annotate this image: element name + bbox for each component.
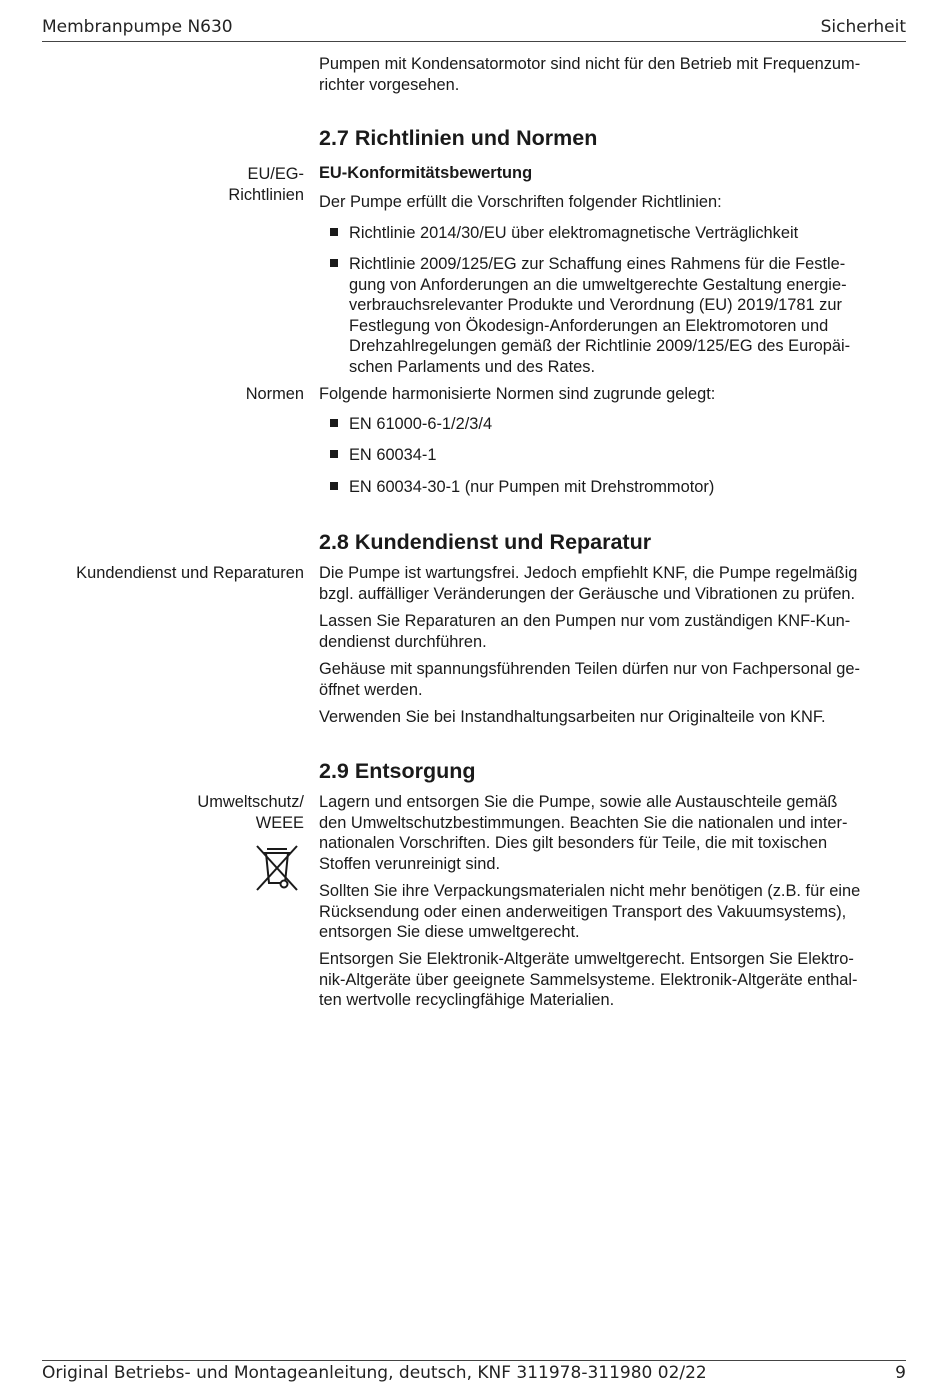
paragraph [319, 792, 909, 874]
text-line: öffnet werden. [319, 680, 423, 699]
text-line: entsorgen Sie diese umweltgerecht. [319, 923, 580, 941]
paragraph [319, 881, 909, 943]
text-line: schen Parlaments und des Rates. [349, 357, 595, 376]
text-line: nik-Altgeräte über geeignete Sammelsysteme. Elektronik-Altgeräte enthal- [319, 970, 858, 989]
section-heading-2-8: 2.8 Kundendienst und Reparatur [319, 530, 652, 554]
paragraph [319, 611, 909, 652]
text-line: den Umweltschutzbestimmungen. Beachten Sie die nationalen und inter- [319, 813, 848, 832]
text-line: Rücksendung oder einen anderweitigen Transport des Vakuumsystems), [319, 902, 847, 921]
text-line: Pumpen mit Kondensatormotor sind nicht für den Betrieb mit Frequenzum- [319, 55, 861, 73]
header-document-title: Membranpumpe N630 [42, 17, 233, 37]
page-number: 9 [895, 1363, 906, 1383]
weee-crossed-bin-icon [253, 843, 301, 893]
text-line: Verwenden Sie bei Instandhaltungsarbeiten nur Originalteile von KNF. [319, 708, 826, 726]
list-item-norm: EN 60034-1 [349, 446, 437, 464]
subheading-eu-conformity: EU-Konformitätsbewertung [319, 164, 533, 182]
margin-label-eu-directives [228, 164, 304, 205]
bullet-marker [330, 482, 338, 490]
bullet-marker [330, 450, 338, 458]
list-item-directive [349, 254, 909, 377]
list-item-norm: EN 60034-30-1 (nur Pumpen mit Drehstrommotor) [349, 478, 715, 496]
page-header [42, 17, 906, 42]
text-line: Richtlinie 2014/30/EU über elektromagnetische Verträglichkeit [349, 224, 799, 242]
normen-lead: Folgende harmonisierte Normen sind zugrunde gelegt: [319, 385, 716, 403]
paragraph [319, 707, 909, 728]
bullet-marker [330, 419, 338, 427]
bullet-marker [330, 228, 338, 236]
text-line: Stoffen verunreinigt sind. [319, 854, 501, 873]
text-line: gung von Anforderungen an die umweltgerechte Gestaltung energie- [349, 275, 847, 294]
list-item-norm: EN 61000-6-1/2/3/4 [349, 415, 493, 433]
margin-label-line: Umweltschutz/ [197, 793, 304, 811]
margin-label-service: Kundendienst und Reparaturen [76, 564, 304, 582]
section-heading-2-9: 2.9 Entsorgung [319, 759, 476, 783]
page-footer [42, 1360, 906, 1387]
text-line: Sollten Sie ihre Verpackungsmaterialen nicht mehr benötigen (z.B. für eine [319, 882, 861, 900]
margin-label-normen: Normen [245, 385, 304, 403]
text-line: Richtlinie 2009/125/EG zur Schaffung eines Rahmens für die Festle- [349, 255, 846, 273]
text-line: Gehäuse mit spannungsführenden Teilen dürfen nur von Fachpersonal ge- [319, 660, 860, 678]
intro-paragraph [319, 54, 909, 95]
text-line: ten wertvolle recyclingfähige Materialien. [319, 991, 615, 1009]
text-line: verbrauchsrelevanter Produkte und Verordnung (EU) 2019/1781 zur [349, 296, 842, 314]
text-line: nationalen Vorschriften. Dies gilt besonders für Teile, die mit toxischen [319, 834, 828, 852]
text-line: richter vorgesehen. [319, 75, 460, 94]
directives-lead: Der Pumpe erfüllt die Vorschriften folgender Richtlinien: [319, 193, 722, 211]
text-line: Die Pumpe ist wartungsfrei. Jedoch empfiehlt KNF, die Pumpe regelmäßig [319, 564, 858, 582]
text-line: Festlegung von Ökodesign-Anforderungen an Elektromotoren und [349, 316, 829, 335]
margin-label-line: Richtlinien [228, 185, 304, 204]
paragraph [319, 949, 909, 1011]
text-line: Drehzahlregelungen gemäß der Richtlinie 2009/125/EG des Europäi- [349, 337, 851, 355]
footer-document-info: Original Betriebs- und Montageanleitung, deutsch, KNF 311978-311980 02/22 [42, 1363, 707, 1383]
text-line: bzgl. auffälliger Veränderungen der Geräusche und Vibrationen zu prüfen. [319, 584, 856, 603]
text-line: Lagern und entsorgen Sie die Pumpe, sowie alle Austauschteile gemäß [319, 793, 838, 811]
paragraph [319, 563, 909, 604]
margin-label-line: EU/EG- [247, 165, 304, 183]
text-line: Lassen Sie Reparaturen an den Pumpen nur vom zuständigen KNF-Kun- [319, 612, 851, 630]
list-item-directive [349, 223, 909, 244]
text-line: Entsorgen Sie Elektronik-Altgeräte umweltgerecht. Entsorgen Sie Elektro- [319, 950, 854, 968]
section-heading-2-7: 2.7 Richtlinien und Normen [319, 126, 598, 150]
bullet-marker [330, 259, 338, 267]
paragraph [319, 659, 909, 700]
margin-label-environment [197, 792, 304, 833]
margin-label-line: WEEE [255, 813, 304, 832]
text-line: dendienst durchführen. [319, 632, 487, 651]
header-chapter-title: Sicherheit [820, 17, 906, 37]
